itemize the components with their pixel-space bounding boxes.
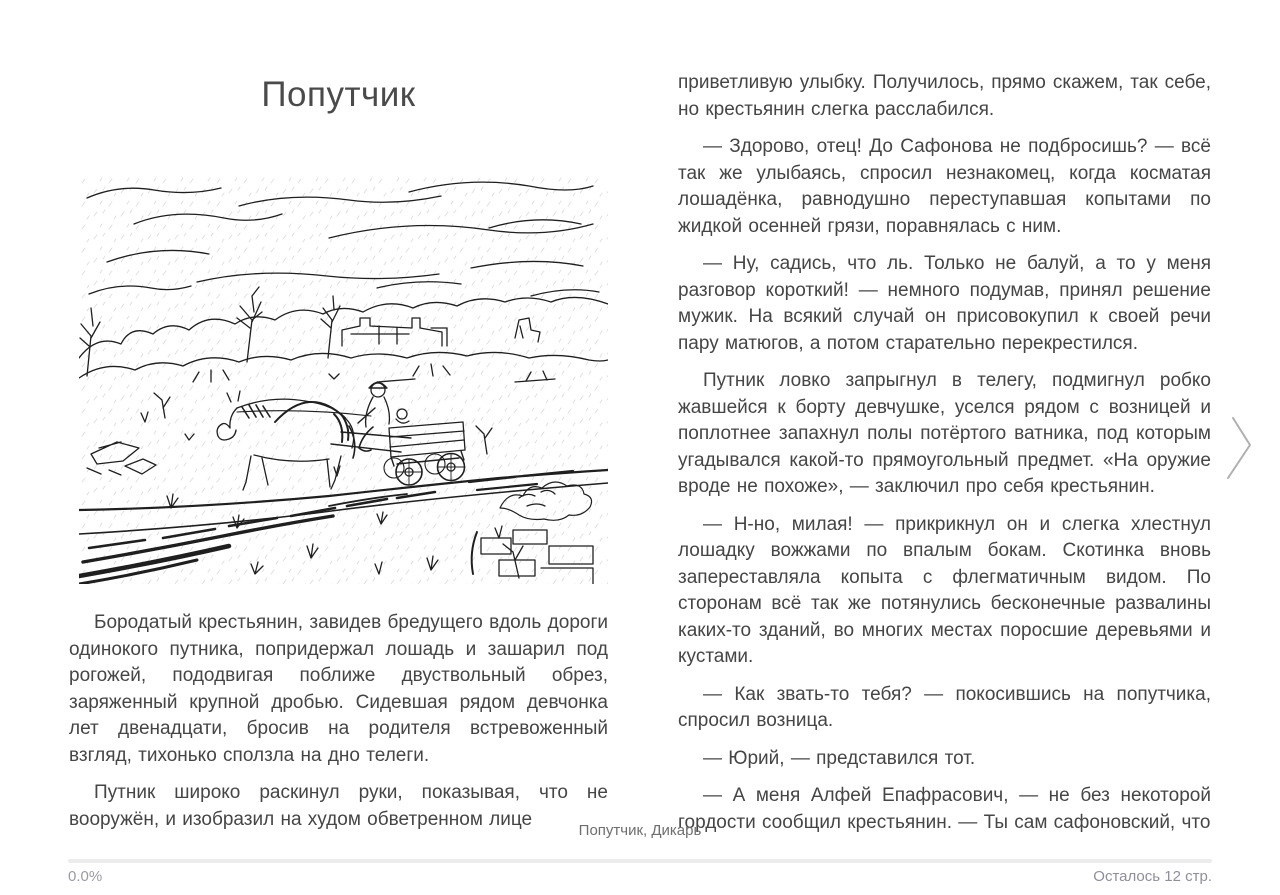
progress-percent-label: 0.0% [68,868,103,885]
right-column [678,70,1211,847]
next-page-button[interactable] [1224,414,1256,482]
pages-remaining-label: Осталось 12 стр. [1093,868,1212,885]
right-column-text [678,70,1211,836]
paragraph: — Н-но, милая! — прикрикнул он и слегка хлестнул лошадку вожжами по впалым бокам. Скотинка вновь запереставляла копыта с флегматичным видом. По сторонам всё так же потянулись бесконечные развалины каких-то зданий, во многих местах поросшие деревьями и кустами. [678,513,1211,667]
paragraph: приветливую улыбку. Получилось, прямо скажем, так себе, но крестьянин слегка расслабился. [678,72,1211,120]
chevron-right-icon [1224,414,1256,482]
paragraph: Путник широко раскинул руки, показывая, что не вооружён, и изобразил на худом обветренном лице [69,782,608,830]
paragraph: — Юрий, — представился тот. [703,747,976,769]
left-column-text [69,610,608,833]
progress-bar[interactable] [68,859,1212,863]
paragraph: — Здорово, отец! До Сафонова не подбросишь? — всё так же улыбаясь, спросил незнакомец, когда косматая лошадёнка, равнодушно переступавшая копытами по жидкой осенней грязи, поравнялась с ним. [678,136,1211,237]
page-title: Попутчик [261,75,416,114]
paragraph: Путник ловко запрыгнул в телегу, подмигнул робко жавшейся к борту девчушке, уселся рядом с возницей и поплотнее запахнул полы потёртого ватника, под которым угадывался какой-то прямоугольный предмет. «На оружие вроде не похоже», — заключил про себя крестьянин. [678,370,1211,497]
paragraph: — Как звать-то тебя? — покосившись на попутчика, спросил возница. [678,683,1211,731]
paragraph: Бородатый крестьянин, завидев бредущего вдоль дороги одинокого путника, попридержал лошадь и зашарил под рогожей, пододвигая поближе двуствольный обрез, заряженный крупной дробью. Сидевшая рядом девчонка лет двенадцати, бросив на родителя встревоженный взгляд, тихонько сползла на дно телеги. [69,612,608,766]
paragraph: — Ну, садись, что ль. Только не балуй, а то у меня разговор короткий! — немного подумав, принял решение мужик. На всякий случай он присовокупил к своей речи пару матюгов, а потом старательно перекрестился. [678,253,1211,354]
paragraph: — А меня Алфей Епафрасович, — не без некоторой гордости сообщил крестьянин. — Ты сам сафоновский, что [678,785,1211,833]
book-illustration [79,176,608,584]
footer-book-info: Попутчик, Дикарь [578,822,702,839]
left-column [69,0,608,844]
